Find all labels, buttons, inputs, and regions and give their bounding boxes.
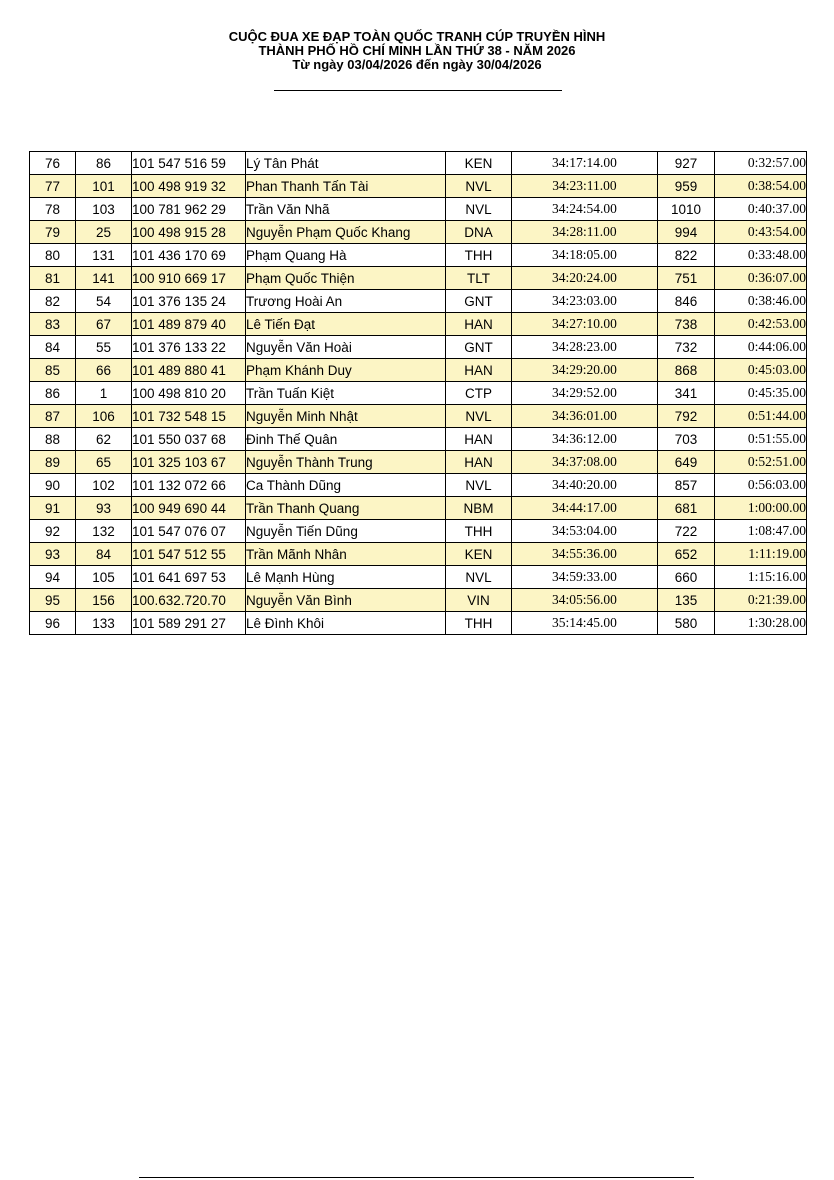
uci-id-cell: 100 949 690 44 <box>132 497 246 520</box>
table-row <box>30 543 807 566</box>
bib-cell: 133 <box>76 612 132 635</box>
rank-cell: 89 <box>30 451 76 474</box>
points-cell: 738 <box>658 313 715 336</box>
total-time-cell: 34:05:56.00 <box>512 589 658 612</box>
rank-cell: 91 <box>30 497 76 520</box>
rider-name-cell: Nguyễn Phạm Quốc Khang <box>246 221 446 244</box>
bib-cell: 84 <box>76 543 132 566</box>
table-row <box>30 336 807 359</box>
uci-id-cell: 100 498 810 20 <box>132 382 246 405</box>
time-gap-cell: 0:32:57.00 <box>715 152 807 175</box>
points-cell: 681 <box>658 497 715 520</box>
rider-name-cell: Nguyễn Thành Trung <box>246 451 446 474</box>
points-cell: 792 <box>658 405 715 428</box>
rank-cell: 79 <box>30 221 76 244</box>
rank-cell: 87 <box>30 405 76 428</box>
rank-cell: 96 <box>30 612 76 635</box>
team-code-cell: HAN <box>446 359 512 382</box>
team-code-cell: KEN <box>446 152 512 175</box>
uci-id-cell: 101 436 170 69 <box>132 244 246 267</box>
rider-name-cell: Ca Thành Dũng <box>246 474 446 497</box>
team-code-cell: KEN <box>446 543 512 566</box>
rank-cell: 92 <box>30 520 76 543</box>
table-row <box>30 382 807 405</box>
header-divider <box>274 90 562 91</box>
rider-name-cell: Nguyễn Văn Hoài <box>246 336 446 359</box>
table-row <box>30 198 807 221</box>
uci-id-cell: 101 325 103 67 <box>132 451 246 474</box>
uci-id-cell: 100 910 669 17 <box>132 267 246 290</box>
rider-name-cell: Nguyễn Minh Nhật <box>246 405 446 428</box>
team-code-cell: GNT <box>446 336 512 359</box>
time-gap-cell: 0:51:55.00 <box>715 428 807 451</box>
points-cell: 1010 <box>658 198 715 221</box>
total-time-cell: 34:44:17.00 <box>512 497 658 520</box>
points-cell: 649 <box>658 451 715 474</box>
points-cell: 341 <box>658 382 715 405</box>
bib-cell: 156 <box>76 589 132 612</box>
points-cell: 732 <box>658 336 715 359</box>
rank-cell: 81 <box>30 267 76 290</box>
rider-name-cell: Trần Thanh Quang <box>246 497 446 520</box>
total-time-cell: 34:23:03.00 <box>512 290 658 313</box>
rider-name-cell: Lê Tiến Đạt <box>246 313 446 336</box>
time-gap-cell: 0:45:03.00 <box>715 359 807 382</box>
rider-name-cell: Lý Tân Phát <box>246 152 446 175</box>
bib-cell: 101 <box>76 175 132 198</box>
team-code-cell: NVL <box>446 198 512 221</box>
results-table <box>29 151 807 635</box>
table-row <box>30 474 807 497</box>
rank-cell: 82 <box>30 290 76 313</box>
table-row <box>30 612 807 635</box>
uci-id-cell: 101 589 291 27 <box>132 612 246 635</box>
total-time-cell: 34:20:24.00 <box>512 267 658 290</box>
team-code-cell: GNT <box>446 290 512 313</box>
bib-cell: 103 <box>76 198 132 221</box>
time-gap-cell: 0:38:46.00 <box>715 290 807 313</box>
team-code-cell: HAN <box>446 451 512 474</box>
rank-cell: 86 <box>30 382 76 405</box>
table-row <box>30 313 807 336</box>
uci-id-cell: 101 641 697 53 <box>132 566 246 589</box>
document-header <box>0 30 834 72</box>
time-gap-cell: 0:21:39.00 <box>715 589 807 612</box>
rider-name-cell: Trần Mãnh Nhân <box>246 543 446 566</box>
bib-cell: 66 <box>76 359 132 382</box>
rank-cell: 90 <box>30 474 76 497</box>
rank-cell: 95 <box>30 589 76 612</box>
bib-cell: 1 <box>76 382 132 405</box>
team-code-cell: THH <box>446 520 512 543</box>
rank-cell: 84 <box>30 336 76 359</box>
total-time-cell: 34:37:08.00 <box>512 451 658 474</box>
rank-cell: 77 <box>30 175 76 198</box>
bib-cell: 93 <box>76 497 132 520</box>
points-cell: 846 <box>658 290 715 313</box>
table-row <box>30 359 807 382</box>
total-time-cell: 34:59:33.00 <box>512 566 658 589</box>
uci-id-cell: 100 781 962 29 <box>132 198 246 221</box>
table-row <box>30 405 807 428</box>
rank-cell: 94 <box>30 566 76 589</box>
rider-name-cell: Trần Tuấn Kiệt <box>246 382 446 405</box>
rank-cell: 88 <box>30 428 76 451</box>
table-row <box>30 290 807 313</box>
bib-cell: 132 <box>76 520 132 543</box>
rider-name-cell: Lê Đình Khôi <box>246 612 446 635</box>
total-time-cell: 34:18:05.00 <box>512 244 658 267</box>
bib-cell: 67 <box>76 313 132 336</box>
points-cell: 660 <box>658 566 715 589</box>
table-row <box>30 451 807 474</box>
time-gap-cell: 0:51:44.00 <box>715 405 807 428</box>
rider-name-cell: Nguyễn Văn Bình <box>246 589 446 612</box>
points-cell: 927 <box>658 152 715 175</box>
uci-id-cell: 101 547 516 59 <box>132 152 246 175</box>
team-code-cell: NVL <box>446 474 512 497</box>
bib-cell: 141 <box>76 267 132 290</box>
points-cell: 751 <box>658 267 715 290</box>
rider-name-cell: Phan Thanh Tấn Tài <box>246 175 446 198</box>
rank-cell: 78 <box>30 198 76 221</box>
table-row <box>30 244 807 267</box>
total-time-cell: 34:53:04.00 <box>512 520 658 543</box>
table-row <box>30 428 807 451</box>
uci-id-cell: 101 550 037 68 <box>132 428 246 451</box>
rank-cell: 80 <box>30 244 76 267</box>
team-code-cell: CTP <box>446 382 512 405</box>
time-gap-cell: 1:15:16.00 <box>715 566 807 589</box>
time-gap-cell: 0:40:37.00 <box>715 198 807 221</box>
points-cell: 959 <box>658 175 715 198</box>
time-gap-cell: 0:56:03.00 <box>715 474 807 497</box>
team-code-cell: VIN <box>446 589 512 612</box>
total-time-cell: 34:28:11.00 <box>512 221 658 244</box>
total-time-cell: 34:27:10.00 <box>512 313 658 336</box>
team-code-cell: NVL <box>446 566 512 589</box>
total-time-cell: 34:40:20.00 <box>512 474 658 497</box>
total-time-cell: 34:36:01.00 <box>512 405 658 428</box>
table-row <box>30 520 807 543</box>
time-gap-cell: 0:33:48.00 <box>715 244 807 267</box>
bib-cell: 86 <box>76 152 132 175</box>
points-cell: 135 <box>658 589 715 612</box>
time-gap-cell: 1:00:00.00 <box>715 497 807 520</box>
rider-name-cell: Nguyễn Tiến Dũng <box>246 520 446 543</box>
bib-cell: 62 <box>76 428 132 451</box>
bib-cell: 105 <box>76 566 132 589</box>
uci-id-cell: 101 376 133 22 <box>132 336 246 359</box>
table-row <box>30 566 807 589</box>
header-title-line1: CUỘC ĐUA XE ĐẠP TOÀN QUỐC TRANH CÚP TRUYỀN HÌNH <box>228 29 606 44</box>
total-time-cell: 34:29:20.00 <box>512 359 658 382</box>
rider-name-cell: Phạm Quốc Thiện <box>246 267 446 290</box>
uci-id-cell: 101 489 879 40 <box>132 313 246 336</box>
bib-cell: 65 <box>76 451 132 474</box>
team-code-cell: TLT <box>446 267 512 290</box>
points-cell: 703 <box>658 428 715 451</box>
team-code-cell: HAN <box>446 313 512 336</box>
rider-name-cell: Lê Mạnh Hùng <box>246 566 446 589</box>
bib-cell: 102 <box>76 474 132 497</box>
team-code-cell: HAN <box>446 428 512 451</box>
total-time-cell: 34:24:54.00 <box>512 198 658 221</box>
uci-id-cell: 100 498 919 32 <box>132 175 246 198</box>
total-time-cell: 34:29:52.00 <box>512 382 658 405</box>
table-row <box>30 589 807 612</box>
rank-cell: 76 <box>30 152 76 175</box>
table-row <box>30 175 807 198</box>
time-gap-cell: 0:36:07.00 <box>715 267 807 290</box>
table-row <box>30 152 807 175</box>
rank-cell: 83 <box>30 313 76 336</box>
total-time-cell: 34:17:14.00 <box>512 152 658 175</box>
table-row <box>30 497 807 520</box>
points-cell: 868 <box>658 359 715 382</box>
points-cell: 722 <box>658 520 715 543</box>
total-time-cell: 34:23:11.00 <box>512 175 658 198</box>
team-code-cell: THH <box>446 244 512 267</box>
total-time-cell: 35:14:45.00 <box>512 612 658 635</box>
uci-id-cell: 101 489 880 41 <box>132 359 246 382</box>
time-gap-cell: 1:11:19.00 <box>715 543 807 566</box>
header-date-range: Từ ngày 03/04/2026 đến ngày 30/04/2026 <box>292 57 542 72</box>
time-gap-cell: 0:38:54.00 <box>715 175 807 198</box>
team-code-cell: NVL <box>446 175 512 198</box>
rider-name-cell: Đinh Thế Quân <box>246 428 446 451</box>
uci-id-cell: 101 732 548 15 <box>132 405 246 428</box>
points-cell: 857 <box>658 474 715 497</box>
bib-cell: 106 <box>76 405 132 428</box>
uci-id-cell: 101 547 076 07 <box>132 520 246 543</box>
rider-name-cell: Phạm Khánh Duy <box>246 359 446 382</box>
time-gap-cell: 1:08:47.00 <box>715 520 807 543</box>
rider-name-cell: Trần Văn Nhã <box>246 198 446 221</box>
table-row <box>30 267 807 290</box>
rank-cell: 93 <box>30 543 76 566</box>
rider-name-cell: Trương Hoài An <box>246 290 446 313</box>
bib-cell: 131 <box>76 244 132 267</box>
points-cell: 822 <box>658 244 715 267</box>
time-gap-cell: 0:43:54.00 <box>715 221 807 244</box>
uci-id-cell: 100 498 915 28 <box>132 221 246 244</box>
rank-cell: 85 <box>30 359 76 382</box>
footer-divider <box>139 1177 694 1178</box>
results-body <box>30 152 807 635</box>
team-code-cell: NBM <box>446 497 512 520</box>
points-cell: 994 <box>658 221 715 244</box>
uci-id-cell: 101 376 135 24 <box>132 290 246 313</box>
total-time-cell: 34:28:23.00 <box>512 336 658 359</box>
time-gap-cell: 0:42:53.00 <box>715 313 807 336</box>
team-code-cell: THH <box>446 612 512 635</box>
total-time-cell: 34:55:36.00 <box>512 543 658 566</box>
points-cell: 580 <box>658 612 715 635</box>
bib-cell: 54 <box>76 290 132 313</box>
uci-id-cell: 101 132 072 66 <box>132 474 246 497</box>
uci-id-cell: 101 547 512 55 <box>132 543 246 566</box>
time-gap-cell: 0:45:35.00 <box>715 382 807 405</box>
time-gap-cell: 0:52:51.00 <box>715 451 807 474</box>
team-code-cell: NVL <box>446 405 512 428</box>
team-code-cell: DNA <box>446 221 512 244</box>
bib-cell: 55 <box>76 336 132 359</box>
time-gap-cell: 1:30:28.00 <box>715 612 807 635</box>
total-time-cell: 34:36:12.00 <box>512 428 658 451</box>
time-gap-cell: 0:44:06.00 <box>715 336 807 359</box>
table-row <box>30 221 807 244</box>
uci-id-cell: 100.632.720.70 <box>132 589 246 612</box>
bib-cell: 25 <box>76 221 132 244</box>
rider-name-cell: Phạm Quang Hà <box>246 244 446 267</box>
points-cell: 652 <box>658 543 715 566</box>
header-title-line2: THÀNH PHỐ HỒ CHÍ MINH LẦN THỨ 38 - NĂM 2026 <box>258 43 576 58</box>
